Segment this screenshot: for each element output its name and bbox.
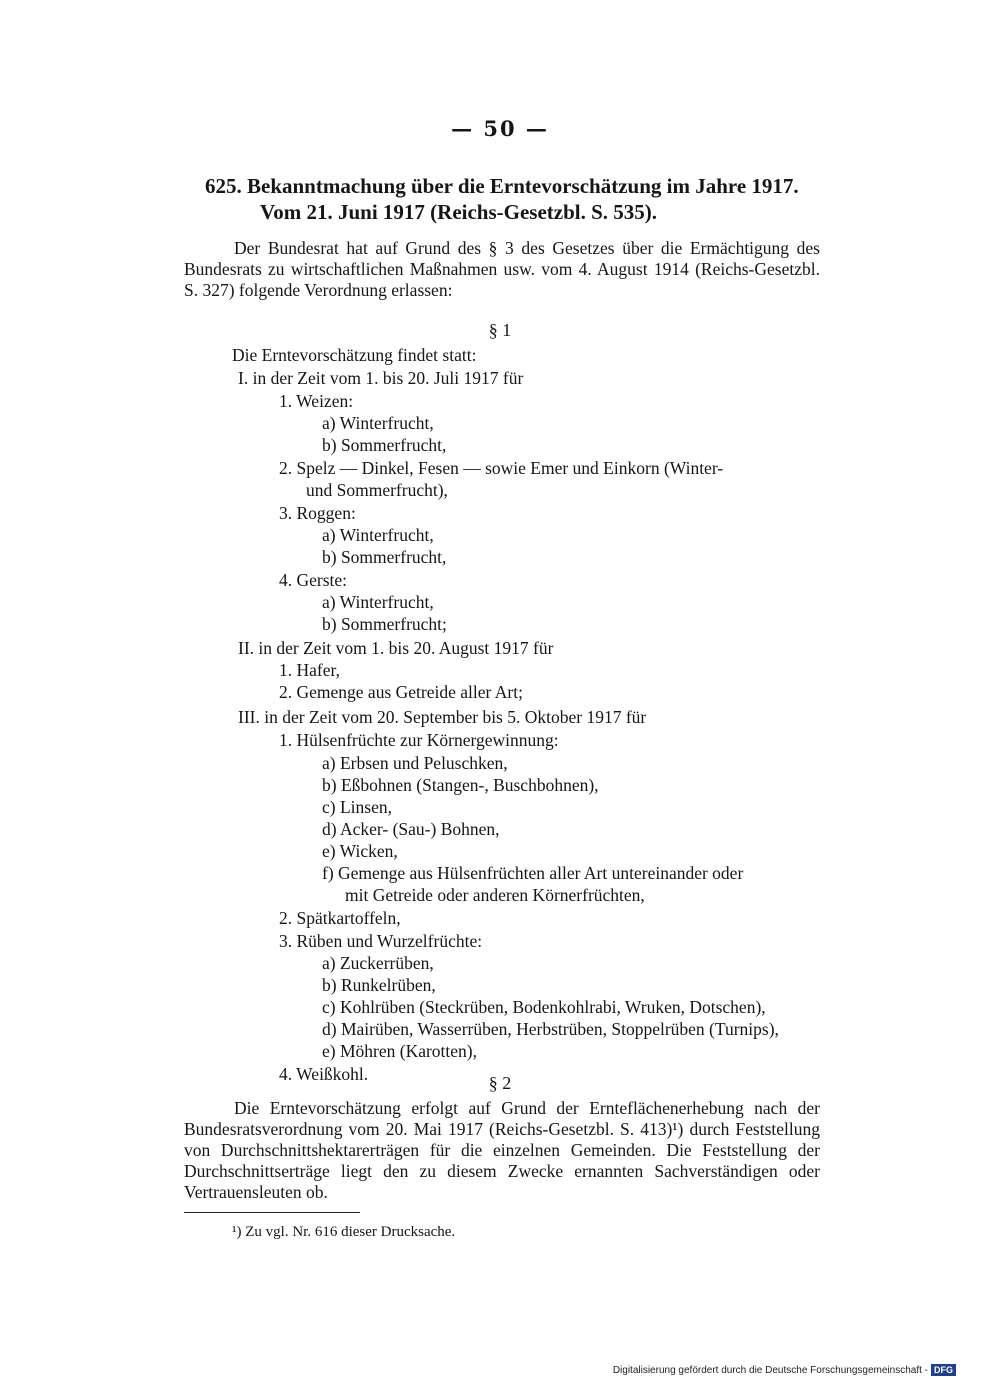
list-item: 1. Weizen: [279,391,354,411]
list-item: b) Runkelrüben, [322,975,436,995]
list-item: 4. Weißkohl. [279,1064,369,1084]
list-item: b) Sommerfrucht, [322,547,447,567]
list-item: 4. Gerste: [279,570,348,590]
preamble-paragraph: Der Bundesrat hat auf Grund des § 3 des Gesetzes über die Ermächtigung des Bundesrats zu wirtschaftlichen Maßnahmen usw. vom 4. August 1914 (Reichs-Gesetzbl. S. 327) folgende Verordnung erlassen: [184,238,820,300]
section-1-intro: Die Erntevorschätzung findet statt: [232,345,477,365]
digitization-credit [613,1364,956,1376]
heading-line-2: Vom 21. Juni 1917 (Reichs-Gesetzbl. S. 535). [260,200,658,224]
list-item: c) Kohlrüben (Steckrüben, Bodenkohlrabi, Wruken, Dotschen), [322,997,766,1017]
list-item: b) Sommerfrucht; [322,614,447,634]
list-item: und Sommerfrucht), [306,480,448,500]
list-item: a) Winterfrucht, [322,592,434,612]
section-2-mark: § 2 [488,1073,512,1093]
list-item: c) Linsen, [322,797,392,817]
list-item: f) Gemenge aus Hülsenfrüchten aller Art untereinander oder [322,863,744,883]
list-item: I. in der Zeit vom 1. bis 20. Juli 1917 für [238,368,524,388]
list-item: 1. Hülsenfrüchte zur Körnergewinnung: [279,730,559,750]
list-item: e) Wicken, [322,841,398,861]
list-item: a) Erbsen und Peluschken, [322,753,508,773]
footnote-divider [184,1212,360,1213]
dfg-logo: DFG [931,1364,956,1376]
list-item: 2. Gemenge aus Getreide aller Art; [279,682,523,702]
list-item: II. in der Zeit vom 1. bis 20. August 1917 für [238,638,554,658]
list-item: a) Zuckerrüben, [322,953,434,973]
page-number: — 50 — [451,116,549,141]
section-2-paragraph: Die Erntevorschätzung erfolgt auf Grund der Ernteflächenerhebung nach der Bundesratsverordnung vom 20. Mai 1917 (Reichs-Gesetzbl. S. 413)¹) durch Feststellung von Durchschnittshektarerträgen für die einzelnen Gemeinden. Die Feststellung der Durchschnittserträge liegt den zu diesem Zwecke ernannten Sachverständigen oder Vertrauensleuten ob. [184,1098,820,1202]
list-item: b) Sommerfrucht, [322,435,447,455]
list-item: mit Getreide oder anderen Körnerfrüchten, [345,885,645,905]
list-item: e) Möhren (Karotten), [322,1041,478,1061]
list-item: 2. Spelz — Dinkel, Fesen — sowie Emer und Einkorn (Winter- [279,458,724,478]
heading-line-1: 625. Bekanntmachung über die Erntevorschätzung im Jahre 1917. [205,174,799,198]
list-item: a) Winterfrucht, [322,413,434,433]
list-item: d) Acker- (Sau-) Bohnen, [322,819,500,839]
section-1-mark: § 1 [488,320,512,340]
list-item: 2. Spätkartoffeln, [279,908,401,928]
list-item: a) Winterfrucht, [322,525,434,545]
list-item: III. in der Zeit vom 20. September bis 5. Oktober 1917 für [238,707,647,727]
footnote: ¹) Zu vgl. Nr. 616 dieser Drucksache. [232,1224,456,1240]
list-item: b) Eßbohnen (Stangen-, Buschbohnen), [322,775,599,795]
list-item: d) Mairüben, Wasserrüben, Herbstrüben, Stoppelrüben (Turnips), [322,1019,779,1039]
list-item: 1. Hafer, [279,660,341,680]
credit-text: Digitalisierung gefördert durch die Deutsche Forschungsgemeinschaft - [612,1365,928,1376]
list-item: 3. Roggen: [279,503,356,523]
list-item: 3. Rüben und Wurzelfrüchte: [279,931,483,951]
